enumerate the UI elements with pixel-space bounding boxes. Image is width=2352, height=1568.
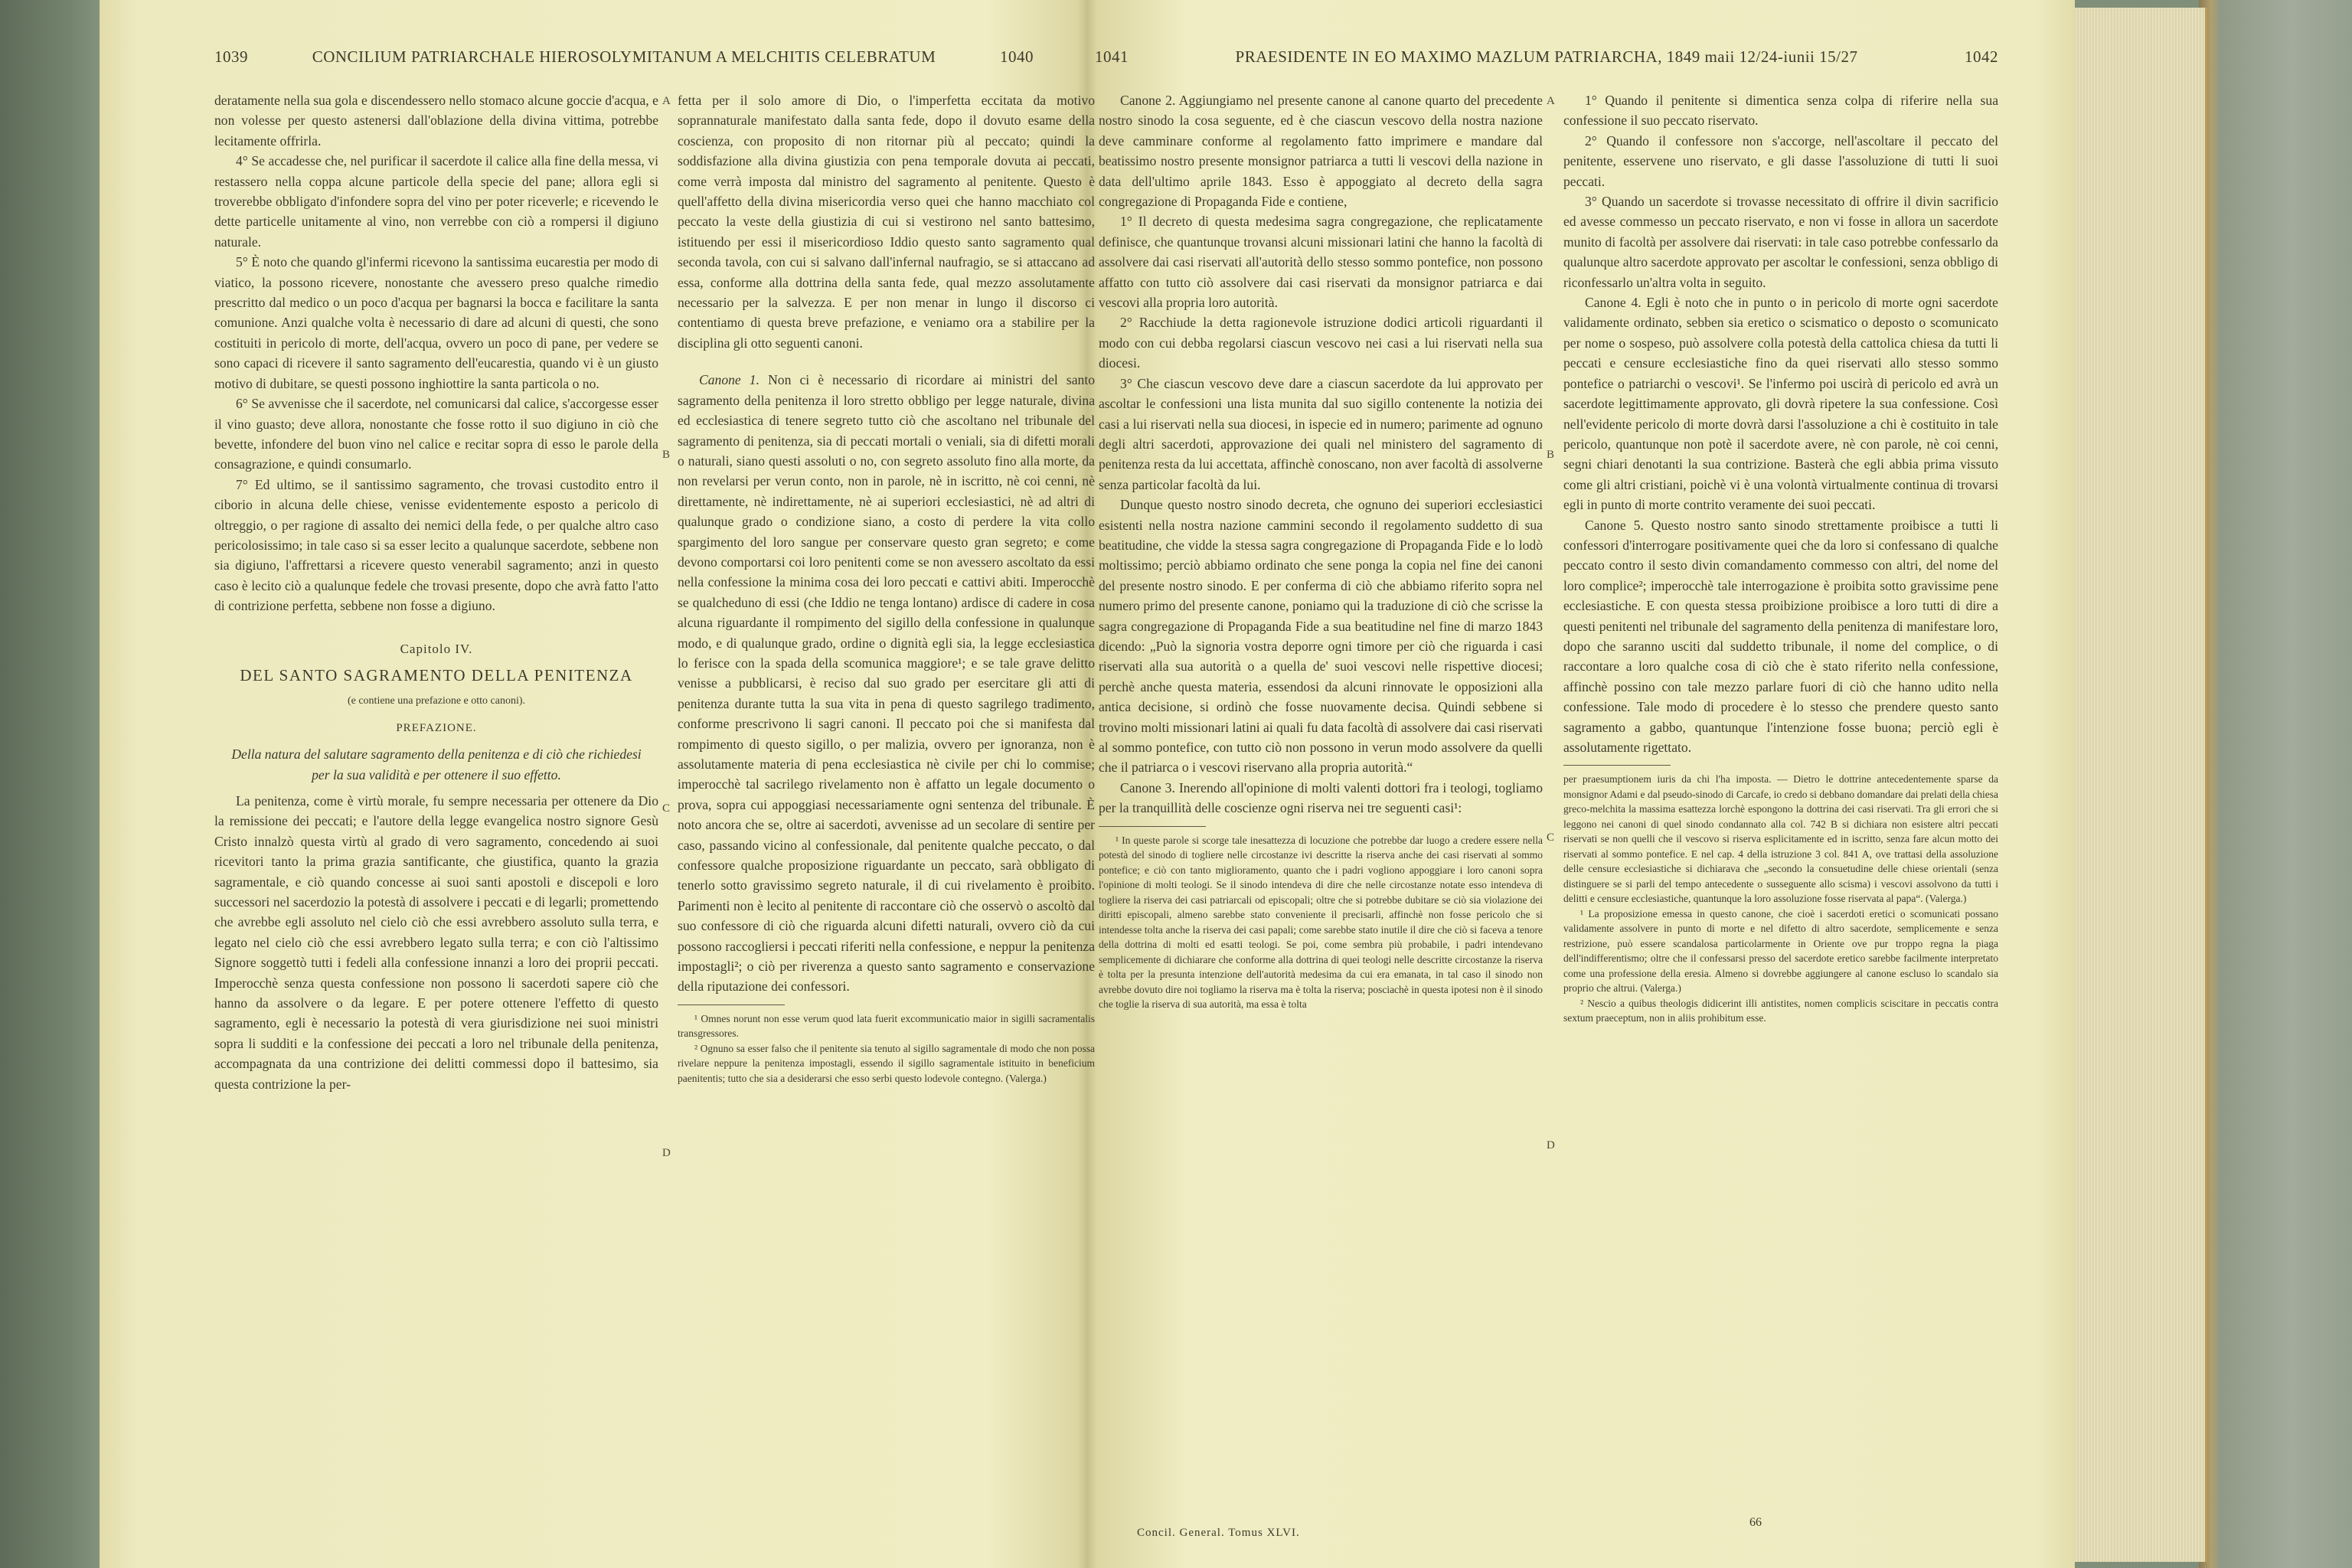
paragraph: 5° È noto che quando gl'infermi ricevono la santissima eucarestia per modo di viatico, la possono ricevere, nonostante che avessero preso qualche rimedio prescritto dal medico o un poco d'acqua per bagnarsi la bocca e facilitare la santa comunione. Anzi qualche volta è necessario di dare ad alcuni di questi, che sono costituiti in pericolo di morte, dell'acqua, ovvero un poco di pane, per vedere se sono capaci di ricevere il santo sagramento dell'eucarestia, quando vi è un giusto motivo di dubitare, se questi possono inghiottire la santa particola o no.	[214, 254, 658, 391]
page-number: 1041	[1095, 47, 1129, 66]
paragraph: 2° Racchiude la detta ragionevole istruzione dodici articoli riguardanti il modo con cui debba regolarsi ciascun vescovo nei casi a lui riservati nella sua diocesi.	[1099, 315, 1543, 371]
left-column-2	[678, 90, 1095, 1545]
chapter-subtitle: (e contiene una prefazione e otto canoni).	[347, 695, 526, 707]
footnote-rule	[678, 1004, 785, 1005]
paragraph: Canone 5. Questo nostro santo sinodo strettamente proibisce a tutti li confessori d'interrogare positivamente quei che da loro si confessano di qualche peccato contro il sesto divin comandamento commesso con altri, del nome del loro complice²; imperocchè tale interrogazione è proibita sotto gravissime pene ecclesiastiche. E con questa stessa proibizione proibisce a loro tutti di dire a questi penitenti nel tribunale del sagramento della penitenza di manifestare loro, dopo che saranno usciti dal suddetto tribunale, il nome del complice, o di raccontare a loro qualche cosa di ciò che è stato riferito nella confessione, affinchè possino con tale mezzo parlare fuori di ciò che hanno udito nella confessione. Tale modo di procedere è lo stesso che prendere questo santo sagramento a gabbo, quantunque l'intenzione fosse buona; perciò egli è assolutamente rigettato.	[1563, 517, 1998, 755]
paragraph: 2° Quando il confessore non s'accorge, nell'ascoltare il peccato del penitente, esservene uno riservato, e gli dasse l'assoluzione di tutti li suoi peccati.	[1563, 132, 1998, 189]
canon-text: Non ci è necessario di ricordare ai ministri del santo sagramento della penitenza il loro stretto obbligo per legge naturale, divina ed ecclesiastica di tenere segreto tutto ciò che ascoltano nel tribunale del sagramento di penitenza, sia di peccati mortali o veniali, sia di difetti morali o naturali, siano questi assoluti o no, con segreto assoluto fino alla morte, da non revelarsi per verun conto, non in parole, nè in iscritto, nè coi cenni, nè direttamente, nè indirettamente, nè ai superiori ecclesiastici, nè ad altri di qualunque grado o condizione siano, a costo di perdere la vita collo spargimento del loro sangue per conservare questo gran segreto; e come devono comportarsi coi loro penitenti come se non avessero ascoltato da essi nella confessione la minima cosa dei loro peccati e cattivi abiti. Imperocchè se qualcheduno di essi (che Iddio ne tenga lontano) ardisce di cadere in cosa alcuna riguardante il rompimento del sigillo della confessione in qualunque modo, e di qualunque grado, ordine o dignità egli sia, la legge ecclesiastica lo ferisce con la spada della scomunica maggiore¹; e se tale grave delitto venisse a pubblicarsi, è reciso dal suo grado per esercitare gli atti di penitenza durante tutta la sua vita in pena di questo sagrilego tradimento, conforme prescrivono li sagri canoni. Il peccato poi che si manifesta dal rompimento di questo sigillo, o per malizia, ovvero per ignoranza, non è assolutamente materia di pena ecclesiastica nè civile per chi lo commise; imperocchè tal sacrilego rivelamento non è affatto un legale documento o prova, sopra cui appoggiasi necessariamente ogni sentenza del tribunale. È noto ancora che se, oltre ai sacerdoti, avvenisse ad un secolare di sentire per caso, passando vicino al confessionale, dal penitente qualche peccato, o dal confessore qualche proposizione riguardante un peccato, sarà obbligato di tenerlo sotto gravissimo segreto naturale, il di cui rivelamento è proibito. Parimenti non è lecito al penitente di raccontare ciò che osservò o ascoltò dal suo confessore di ciò che riguarda alcuni difetti naturali, ovvero ciò da cui possono raccogliersi i peccati riferiti nella confessione, e neppur la penitenza impostagli²; o ciò per riverenza a questo santo sagramento e conservazione della riputazione dei confessori.	[678, 372, 1095, 995]
page-number: 1040	[1000, 47, 1034, 66]
margin-letter: B	[1547, 449, 1555, 461]
paragraph: Canone 2. Aggiungiamo nel presente canone al canone quarto del precedente nostro sinodo la cosa seguente, ed è che ciascun vescovo della nostra nazione deve camminare conforme al regolamento fatto imprimere e mandare dal beatissimo nostro presente monsignor patriarca a tutti li vescovi della nazione in data dell'ultimo aprile 1843. Esso è appoggiato al decreto della sagra congregazione di Propaganda Fide e contiene,	[1099, 93, 1543, 210]
left-column-1	[214, 90, 658, 1545]
paragraph: 1° Il decreto di questa medesima sagra congregazione, che replicatamente definisce, che quantunque trovansi alcuni missionari latini che hanno la facoltà di assolvere dai casi riservati all'autorità dello stesso sommo pontefice, non possono affatto con tutto ciò assolvere dai casi riservati da monsignor patriarca e dai vescovi alla propria loro autorità.	[1099, 214, 1543, 311]
footnote: ¹ La proposizione emessa in questo canone, che cioè i sacerdoti eretici o scomunicati possano validamente assolvere in punto di morte e nel difetto di altro sacerdote, semplicemente e senza restrizione, può essere scandalosa particolarmente in Oriente ove pur troppo regna la piaga dell'indifferentismo; oltre che il confessarsi presso del sacerdote eretico sarebbe facilmente interpretato come una professione della eresia. Almeno si dovrebbe aggiungere al canone escluso lo scandalo sia proprio che altrui. (Valerga.)	[1563, 907, 1998, 995]
signature-line: Concil. General. Tomus XLVI.	[1137, 1527, 1300, 1539]
paragraph: Canone 4. Egli è noto che in punto o in pericolo di morte ogni sacerdote validamente ordinato, sebben sia eretico o scismatico o deposto o scomunicato per nome o sospeso, può assolvere colla potestà della cattolica chiesa da tutti li peccati e censure ecclesiastiche fino da quei riservati allo stesso sommo pontefice o patriarchi o vescovi¹. Se l'infermo poi uscirà di pericolo ed avrà un sacerdote legittimamente approvato, gli dovrà ripetere la sua confessione. Così nell'evidente pericolo di morte dovrà darsi l'assoluzione a chi è costituito in tale pericolo, quantunque non potè il sacerdote avere, nè con parole, nè coi cenni, segni chiari denotanti la sua contrizione. Basterà che egli abbia prima vissuto come gli altri cristiani, poichè vi è una volontà virtualmente continua di trovarsi egli in punto di morte contrito veramente dei suoi peccati.	[1563, 295, 1998, 513]
paragraph	[678, 370, 1095, 997]
right-column-1	[1099, 90, 1543, 1507]
margin-letter: B	[662, 449, 671, 461]
canon-label: Canone 1.	[699, 372, 760, 388]
footnote: ² Ognuno sa esser falso che il penitente sia tenuto al sigillo sagramentale di modo che non possa rivelare neppure la penitenza impostagli, essendo il sigillo sagramentale istituito in beneficium paenitentis; tutto che sia a desiderarsi che esso serbi questo lodevole contegno. (Valerga.)	[678, 1042, 1095, 1084]
footnote-rule	[1099, 826, 1206, 827]
folio-number: 66	[1749, 1516, 1762, 1529]
paragraph: 3° Quando un sacerdote si trovasse necessitato di offrire il divin sacrificio ed avesse commesso un peccato riservato, e non vi fosse in allora un sacerdote munito di facoltà per assolvere dai riservati: in tale caso potrebbe confessarlo da qualunque altro sacerdote approvato per ascoltar le confessioni, senza obbligo di riconfessarlo un'altra volta in seguito.	[1563, 194, 1998, 290]
paragraph: deratamente nella sua gola e discendessero nello stomaco alcune goccie d'acqua, e non volesse per questo astenersi dall'oblazione della divina vittima, potrebbe lecitamente offrirla.	[214, 93, 658, 149]
left-running-head	[214, 47, 1034, 74]
page-number: 1039	[214, 47, 248, 66]
margin-letter: C	[662, 802, 671, 815]
margin-letter: C	[1547, 831, 1555, 844]
page-number: 1042	[1965, 47, 1998, 66]
paragraph: 6° Se avvenisse che il sacerdote, nel comunicarsi dal calice, s'accorgesse esser il vino guasto; deve allora, nonostante che fosse rotto il suo digiuno in ciò che bevette, infondere del buon vino nel calice e recitar sopra di esso le parole della consagrazione, e quindi consumarlo.	[214, 396, 658, 472]
right-page	[1095, 0, 2044, 1568]
footnote: ¹ In queste parole si scorge tale inesattezza di locuzione che potrebbe dar luogo a credere essere nella potestà del sinodo di togliere nelle circostanze ivi descritte la riserva anche dei casi riservati al sommo pontefice; e ciò con tanto miglioramento, quanto che i padri vogliono appoggiare i loro canoni sopra l'opinione di molti teologi. Se il sinodo intendeva di dire che nelle circostanze notate esso intendeva di togliere la riserva dei casi patriarcali od episcopali; oltre che si potrebbe dubitare se ciò sia violazione dei diritti episcopali, almeno sarebbe stato conveniente il precisarli, affinchè non fosse pericolo che si intendesse tolta anche la riserva dei casi papali; come sarebbe stato inutile il dire che ciò si faceva a tenore della dottrina di molti ed esatti teologi. Se poi, come sembra più probabile, i padri intendevano semplicemente di dichiarare che conforme alla dottrina di quei teologi nelle descritte circostanze la riserva è tolta per la presunta intenzione dell'autorità medesima da cui era emanata, in tal caso il sinodo non avrebbe dovuto dire noi togliamo la riserva ma è tolta la riserva; posciachè in questa ipotesi non è il sinodo che toglie la riserva di sua autorità, ma essa è tolta	[1099, 834, 1543, 1011]
paragraph: fetta per il solo amore di Dio, o l'imperfetta eccitata da motivo soprannaturale manifestato dalla santa fede, dopo il dovuto esame della coscienza, con proposito di non ritornar più al peccato; quindi la soddisfazione alla divina giustizia con pena temporale dovuta ai peccati, come verrà imposta dal ministro del sagramento al penitente. Questo è quell'affetto della divina misericordia verso quei che hanno macchiato col peccato la veste della giustizia di cui si vestirono nel santo battesimo, istituendo per essi il misericordioso Iddio questo santo sagramento qual seconda tavola, con cui si salvano dall'infernal naufragio, se si attaccano ad essa, conforme alla dottrina della santa fede, qual mezzo assolutamente necessario per la salvezza. E per non menar in lungo il discorso ci contentiamo di questa breve prefazione, e veniamo ora a stabilire per la disciplina gli otto seguenti canoni.	[678, 93, 1095, 351]
book-page-edges	[2067, 8, 2207, 1562]
preface-title: Della natura del salutare sagramento della penitenza e di ciò che richiedesi per la sua validità e per ottenere il suo effetto.	[231, 746, 642, 782]
paragraph: 3° Che ciascun vescovo deve dare a ciascun sacerdote da lui approvato per ascoltar le confessioni una lista munita dal suo sigillo contenente la notizia dei casi a lui riservati nella sua diocesi, in ispecie ed in numero; parimente ad ognuno degli altri sacerdoti, approvazione dei quali nel ministero del sagramento di penitenza resta da lui accettata, affinchè conoscano, non aver facoltà di assolverne senza particolar facoltà da lui.	[1099, 375, 1543, 492]
margin-letter: A	[1547, 95, 1555, 107]
preface-label: PREFAZIONE.	[396, 721, 477, 734]
right-column-2	[1563, 90, 1998, 1530]
margin-letter: D	[1547, 1139, 1555, 1152]
footnote-rule	[1563, 765, 1671, 766]
chapter-title: DEL SANTO SAGRAMENTO DELLA PENITENZA	[240, 665, 633, 684]
background-right	[2199, 0, 2352, 1568]
left-page	[115, 0, 1095, 1568]
right-running-head	[1095, 47, 1998, 74]
running-title: CONCILIUM PATRIARCHALE HIEROSOLYMITANUM A MELCHITIS CELEBRATUM	[312, 47, 936, 66]
paragraph: 4° Se accadesse che, nel purificar il sacerdote il calice alla fine della messa, vi restassero nella coppa alcune particole della specie del pane; allora egli si troverebbe obbligato d'infondere sopra del vino per poter riceverle; e ricevendo le dette particelle unitamente al vino, non verrebbe con ciò a rompersi il digiuno naturale.	[214, 153, 658, 250]
running-title: PRAESIDENTE IN EO MAXIMO MAZLUM PATRIARCHA, 1849 maii 12/24-iunii 15/27	[1235, 47, 1858, 66]
paragraph: Dunque questo nostro sinodo decreta, che ognuno dei superiori ecclesiastici esistenti nella nostra nazione cammini secondo il regolamento suddetto di sua beatitudine, che vidde la stessa sagra congregazione di Propaganda Fide e lo lodò moltissimo; perciò abbiamo ordinato che sene ponga la copia nel fine dei canoni del presente nostro sinodo. E per conferma di ciò che abbiamo riferito sopra nel numero primo del presente canone, poniamo qui la traduzione di ciò che scrisse la sagra congregazione di Propaganda Fide a sua beatitudine nel fine di marzo 1843 dicendo: „Può la signoria vostra deporre ogni timore per ciò che riguarda i casi riservati alla sua autorità o a quella de' suoi vescovi nelle rispettive diocesi; perchè anche questa materia, essendosi da alcuni rinnovate le opposizioni alla antica decisione, si ordinò che fosse nuovamente decisa. Quindi sebbene si trovino molti missionari latini ai quali fu data facoltà di assolvere dai casi riservati al sommo pontefice, con tutto ciò non possono in verun modo assolvere da quelli che il patriarca o i vescovi riservano alla propria autorità.“	[1099, 497, 1543, 776]
paragraph: 1° Quando il penitente si dimentica senza colpa di riferire nella sua confessione il suo peccato riservato.	[1563, 93, 1998, 129]
margin-letter: A	[662, 95, 671, 107]
footnote: ¹ Omnes norunt non esse verum quod lata fuerit excommunicatio maior in sigilli sacramentalis transgressores.	[678, 1012, 1095, 1040]
paragraph: Canone 3. Inerendo all'opinione di molti valenti dottori fra i teologi, togliamo per la tranquillità delle coscienze ogni riserva nei tre seguenti casi¹:	[1099, 779, 1543, 816]
background-left	[0, 0, 115, 1568]
footnote: ² Nescio a quibus theologis didicerint illi antistites, nomen complicis sciscitare in peccatis contra sextum praeceptum, non in aliis prohibitum esse.	[1563, 997, 1998, 1024]
chapter-label: Capitolo IV.	[400, 641, 473, 656]
paragraph: La penitenza, come è virtù morale, fu sempre necessaria per ottenere da Dio la remissione dei peccati; e l'autore della legge evangelica nostro signore Gesù Cristo innalzò questa virtù al grado di vero sagramento, concedendo ai suoi ricevitori tanto la prima grazia santificante, che giustifica, quanto la grazia sagramentale, e ciò quando concesse ai suoi santi apostoli e discepoli e loro successori nel sacerdozio la potestà di assolvere i peccati e di legarli; promettendo che avrebbe egli assoluto nel cielo ciò che essi avrebbero assoluto sulla terra, e legato nel cielo ciò che essi avrebbero legato sulla terra; e con ciò l'altissimo Signore soggettò tutti i fedeli alla confessione innanzi a loro dei proprii peccati. Imperocchè senza questa confessione non possono li sacerdoti sapere ciò che hanno da assolvere o da legare. E per potere ottenere l'effetto di questo sagramento, egli è necessario la potestà di vera giurisdizione nei suoi ministri sopra li sudditi e la confessione dei peccati a loro nel tribunale della penitenza, accompagnata da una contrizione dei delitti commessi dopo il battesimo, sia questa contrizione la per-	[214, 793, 658, 1092]
footnote: per praesumptionem iuris da chi l'ha imposta. — Dietro le dottrine antecedentemente sparse da monsignor Adami e dal pseudo-sinodo di Carcafe, io credo si debbano domandare dai prelati della chiesa greco-melchita la massima esattezza lorchè espongono la dottrina dei casi riservati. Tra gli errori che si leggono nei canoni di quel sinodo condannato alla col. 742 B si dichiara non esistere altri peccati riservati se non quelli che il vescovo si riserva esplicitamente ed in iscritto, senza fare alcun motto dei riservati al sommo pontefice. E nel cap. 4 della istruzione 3 col. 841 A, ove trattasi della assoluzione delle censure ecclesiastiche si dichiarava che „secondo la consuetudine delle chiese orientali (senza distinguere se si parli del tempo antecedente o susseguente allo scisma) i vescovi assolvono da tutti i delitti e censure ecclesiastiche, quantunque la loro assoluzione fosse riservata al papa“. (Valerga.)	[1563, 773, 1998, 905]
paragraph: 7° Ed ultimo, se il santissimo sagramento, che trovasi custodito entro il ciborio in alcuna delle chiese, venisse evidentemente esposto a pericolo di oltreggio, o per ragione di assalto dei nemici della fede, o per qualche altro caso pericolosissimo; in tale caso si sa esser lecito a qualunque sacerdote, sebbene non sia digiuno, l'affrettarsi a ricevere questo venerabil sagramento; anzi in questo caso è lecito ciò a qualunque fedele che trovasi presente, dopo che avrà fatto l'atto di contrizione perfetta, sebbene non fosse a digiuno.	[214, 476, 658, 614]
margin-letter: D	[662, 1147, 671, 1159]
